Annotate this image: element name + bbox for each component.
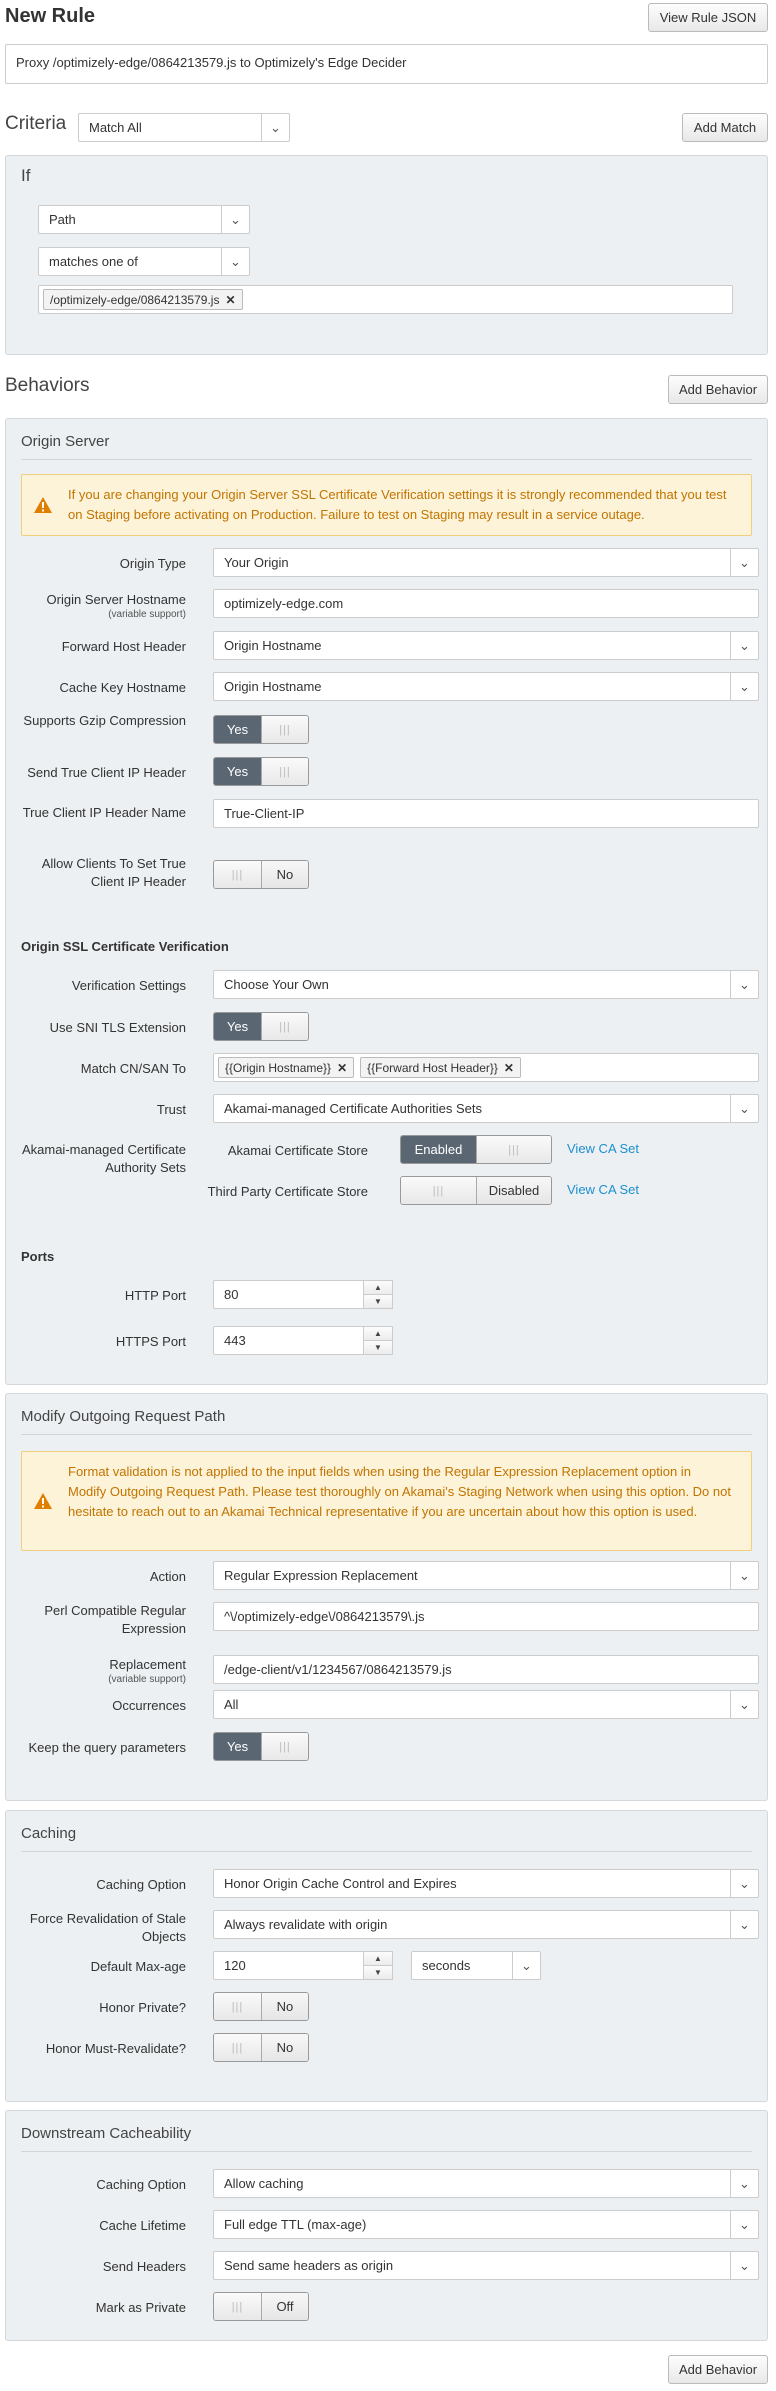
managed-ca-label: Akamai-managed Certificate Authority Sets [21,1142,186,1175]
gzip-label: Supports Gzip Compression [23,713,186,728]
criteria-values-input[interactable] [38,285,733,314]
https-port-stepper[interactable] [213,1326,393,1355]
mark-private-toggle[interactable] [213,2292,309,2321]
chevron-down-icon: ⌄ [730,1691,758,1718]
decrement-icon[interactable]: ▼ [363,1340,393,1355]
hostname-sub-label: (variable support) [108,609,186,620]
toggle-grip-icon: ||| [261,758,308,785]
divider [21,1851,752,1852]
hostname-label [21,591,186,621]
cache-lifetime-select[interactable] [213,2210,759,2239]
criteria-operator-value: matches one of [49,254,138,269]
trust-label: Trust [156,1102,186,1117]
true-ip-name-label: True Client IP Header Name [22,805,186,820]
chevron-down-icon: ⌄ [730,1562,758,1589]
origin-type-value: Your Origin [224,555,289,570]
ports-title: Ports [21,1249,55,1264]
verification-label: Verification Settings [71,978,186,993]
divider [21,459,752,460]
chevron-down-icon: ⌄ [730,549,758,576]
http-port-label: HTTP Port [124,1288,186,1303]
remove-tag-icon[interactable]: ✕ [503,1060,514,1075]
origin-server-title: Origin Server [21,433,110,450]
allow-clients-label: Allow Clients To Set True Client IP Header [41,856,186,889]
divider [21,2151,752,2152]
hostname-label-text: Origin Server Hostname [46,592,186,607]
chevron-down-icon: ⌄ [730,1911,758,1938]
cache-key-hostname-select[interactable] [213,672,759,701]
toggle-grip-icon: ||| [261,1733,308,1760]
chevron-down-icon: ⌄ [730,1095,758,1122]
third-party-label: Third Party Certificate Store [207,1184,368,1199]
honor-private-label: Honor Private? [99,2000,186,2015]
forward-host-header-select[interactable] [213,631,759,660]
honor-must-revalidate-toggle[interactable] [213,2033,309,2062]
criteria-value-tag [43,289,243,310]
chevron-down-icon: ⌄ [221,248,249,275]
toggle-grip-icon: ||| [476,1136,551,1163]
cn-san-label: Match CN/SAN To [80,1061,186,1076]
replacement-label-text: Replacement [109,1657,186,1672]
max-age-input[interactable]: 120 [213,1951,363,1980]
chevron-down-icon: ⌄ [221,206,249,233]
chevron-down-icon: ⌄ [261,114,289,141]
chevron-down-icon: ⌄ [730,632,758,659]
cn-san-tag [218,1057,354,1078]
regex-label: Perl Compatible Regular Expression [44,1603,186,1636]
warning-icon [33,1492,53,1510]
modify-path-warning-text: Format validation is not applied to the input fields when using the Regular Expression Replacement option in Modify Outgoing Request Path. Please test thoroughly on Akamai's Staging Network when using this option. Do not hesitate to reach out to an Akamai Technical representative if you are uncertain about how this option is used. [68,1464,731,1519]
divider [21,1434,752,1435]
keep-qs-label: Keep the query parameters [28,1740,186,1755]
mark-private-label: Mark as Private [95,2300,186,2315]
modify-path-title: Modify Outgoing Request Path [21,1408,226,1425]
view-ca-set-link-akamai[interactable]: View CA Set [567,1141,640,1156]
true-ip-name-input[interactable]: True-Client-IP [213,799,759,828]
cn-san-input[interactable] [213,1053,759,1082]
keep-qs-toggle-value: Yes [214,1733,261,1760]
fwd-host-label: Forward Host Header [61,639,186,654]
trust-select[interactable] [213,1094,759,1123]
force-revalidation-select[interactable] [213,1910,759,1939]
cn-san-tag-text: {{Forward Host Header}} [367,1060,498,1075]
send-headers-select[interactable] [213,2251,759,2280]
mark-private-toggle-value: Off [261,2293,308,2320]
force-revalidation-label: Force Revalidation of Stale Objects [29,1911,186,1944]
behaviors-title: Behaviors [5,375,90,396]
if-label: If [21,166,31,185]
cache-key-label: Cache Key Hostname [59,680,186,695]
toggle-grip-icon: ||| [214,1993,261,2020]
sni-label: Use SNI TLS Extension [49,1020,186,1035]
occurrences-select[interactable] [213,1690,759,1719]
force-revalidation-value: Always revalidate with origin [224,1917,388,1932]
chevron-down-icon: ⌄ [512,1952,540,1979]
origin-server-panel [5,418,768,1385]
toggle-grip-icon: ||| [261,1013,308,1040]
cn-san-tag [360,1057,521,1078]
https-port-input[interactable]: 443 [213,1326,363,1355]
modify-path-warning [21,1451,752,1551]
criteria-value-tag-text: /optimizely-edge/0864213579.js [50,292,220,307]
page-title: New Rule [5,5,96,27]
cache-key-hostname-value: Origin Hostname [224,679,322,694]
max-age-label: Default Max-age [90,1959,186,1974]
replacement-sub-label: (variable support) [108,1674,186,1685]
downstream-option-value: Allow caching [224,2176,304,2191]
gzip-toggle[interactable] [213,715,309,744]
third-party-toggle-value: Disabled [476,1177,551,1204]
action-value: Regular Expression Replacement [224,1568,418,1583]
send-headers-label: Send Headers [102,2259,186,2274]
occurrences-label: Occurrences [112,1698,186,1713]
chevron-down-icon: ⌄ [730,971,758,998]
add-match-button[interactable]: Add Match [682,113,768,142]
forward-host-header-value: Origin Hostname [224,638,322,653]
increment-icon[interactable]: ▲ [363,1280,393,1295]
add-behavior-button-top[interactable]: Add Behavior [668,375,768,404]
verification-settings-value: Choose Your Own [224,977,329,992]
origin-warning-text: If you are changing your Origin Server SSL Certificate Verification settings it is strongly recommended that you test on Staging before activating on Production. Failure to test on Staging may result in a service outage. [68,487,727,522]
honor-must-revalidate-toggle-value: No [261,2034,308,2061]
caching-panel [5,1810,768,2102]
chevron-down-icon: ⌄ [730,2170,758,2197]
max-age-stepper[interactable] [213,1951,393,1980]
ssl-section-title: Origin SSL Certificate Verification [21,939,229,954]
true-ip-toggle[interactable] [213,757,309,786]
criteria-title: Criteria [5,113,67,134]
downstream-cacheability-panel [5,2110,768,2341]
increment-icon[interactable]: ▲ [363,1951,393,1966]
send-headers-value: Send same headers as origin [224,2258,394,2273]
rule-comment-textarea[interactable] [5,44,768,84]
origin-type-select[interactable] [213,548,759,577]
akamai-store-label: Akamai Certificate Store [227,1143,368,1158]
decrement-icon[interactable]: ▼ [363,1294,393,1309]
toggle-grip-icon: ||| [214,2293,261,2320]
cn-san-tag-text: {{Origin Hostname}} [225,1060,332,1075]
gzip-toggle-value: Yes [214,716,261,743]
chevron-down-icon: ⌄ [730,1870,758,1897]
allow-clients-toggle[interactable] [213,860,309,889]
verification-settings-select[interactable] [213,970,759,999]
toggle-grip-icon: ||| [214,2034,261,2061]
toggle-grip-icon: ||| [261,716,308,743]
http-port-stepper[interactable] [213,1280,393,1309]
sni-toggle-value: Yes [214,1013,261,1040]
remove-tag-icon[interactable]: ✕ [225,292,236,307]
replacement-label [21,1656,186,1686]
add-behavior-button-bottom[interactable]: Add Behavior [668,2355,768,2384]
allow-clients-toggle-value: No [261,861,308,888]
match-mode-value: Match All [89,120,142,135]
honor-private-toggle-value: No [261,1993,308,2020]
match-mode-select[interactable] [78,113,290,142]
chevron-down-icon: ⌄ [730,2211,758,2238]
view-ca-set-link-third-party[interactable]: View CA Set [567,1182,640,1197]
origin-type-label: Origin Type [119,556,186,571]
true-ip-toggle-value: Yes [214,758,261,785]
keep-qs-toggle[interactable] [213,1732,309,1761]
cache-lifetime-label: Cache Lifetime [99,2218,186,2233]
criteria-field-select[interactable] [38,205,250,234]
remove-tag-icon[interactable]: ✕ [337,1060,348,1075]
third-party-toggle[interactable] [400,1176,552,1205]
regex-input[interactable]: ^\/optimizely-edge\/0864213579\.js [213,1602,759,1631]
toggle-grip-icon: ||| [214,861,261,888]
honor-must-revalidate-label: Honor Must-Revalidate? [45,2041,186,2056]
rule-comment-text: Proxy /optimizely-edge/0864213579.js to Optimizely's Edge Decider [16,55,407,70]
caching-title: Caching [21,1825,77,1842]
criteria-panel [5,155,768,355]
akamai-store-toggle[interactable] [400,1135,552,1164]
decrement-icon[interactable]: ▼ [363,1965,393,1980]
increment-icon[interactable]: ▲ [363,1326,393,1341]
action-label: Action [149,1569,186,1584]
modify-path-panel [5,1393,768,1801]
http-port-input[interactable]: 80 [213,1280,363,1309]
cache-lifetime-value: Full edge TTL (max-age) [224,2217,367,2232]
downstream-option-label: Caching Option [96,2177,186,2192]
view-rule-json-button[interactable]: View Rule JSON [648,3,768,32]
max-age-unit-select[interactable] [411,1951,541,1980]
chevron-down-icon: ⌄ [730,2252,758,2279]
action-select[interactable] [213,1561,759,1590]
trust-value: Akamai-managed Certificate Authorities Sets [224,1101,482,1116]
criteria-operator-select[interactable] [38,247,250,276]
max-age-unit-value: seconds [422,1958,471,1973]
occurrences-value: All [224,1697,239,1712]
warning-icon [33,496,53,514]
origin-warning [21,474,752,536]
true-ip-label: Send True Client IP Header [27,765,186,780]
toggle-grip-icon: ||| [401,1177,476,1204]
criteria-field-value: Path [49,212,76,227]
akamai-store-toggle-value: Enabled [401,1136,476,1163]
honor-private-toggle[interactable] [213,1992,309,2021]
origin-hostname-input[interactable]: optimizely-edge.com [213,589,759,618]
https-port-label: HTTPS Port [115,1334,186,1349]
downstream-option-select[interactable] [213,2169,759,2198]
caching-option-select[interactable] [213,1869,759,1898]
replacement-input[interactable]: /edge-client/v1/1234567/0864213579.js [213,1655,759,1684]
downstream-title: Downstream Cacheability [21,2125,192,2142]
sni-toggle[interactable] [213,1012,309,1041]
caching-option-label: Caching Option [96,1877,186,1892]
caching-option-value: Honor Origin Cache Control and Expires [224,1876,457,1891]
chevron-down-icon: ⌄ [730,673,758,700]
